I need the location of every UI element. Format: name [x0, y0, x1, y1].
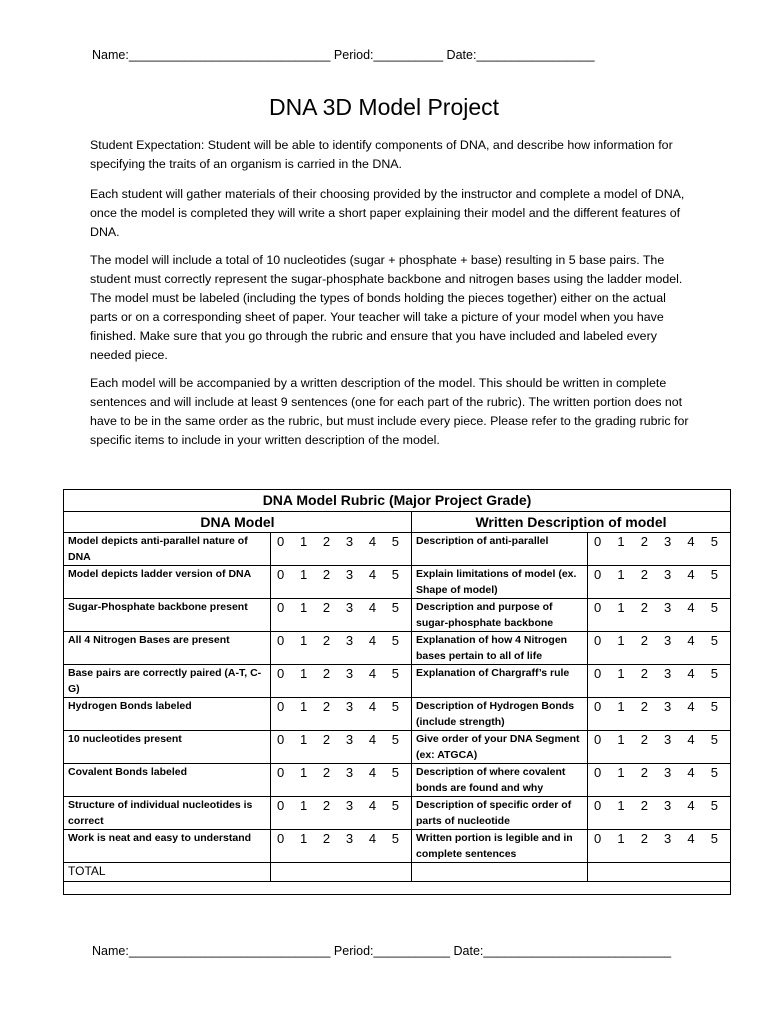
score-option[interactable]: 3: [664, 699, 672, 714]
score-option[interactable]: 5: [391, 666, 399, 681]
score-option[interactable]: 5: [391, 600, 399, 615]
model-criterion: Work is neat and easy to understand: [64, 830, 271, 863]
model-criterion: Model depicts anti-parallel nature of DNA: [64, 533, 271, 566]
model-criterion: Base pairs are correctly paired (A-T, C-G): [64, 665, 271, 698]
score-option[interactable]: 0: [277, 666, 285, 681]
score-option[interactable]: 0: [277, 567, 285, 582]
score-option[interactable]: 1: [299, 831, 308, 846]
score-option[interactable]: 3: [345, 633, 354, 648]
score-option[interactable]: 0: [277, 732, 285, 747]
score-option[interactable]: 2: [322, 600, 331, 615]
score-option[interactable]: 1: [617, 732, 625, 747]
score-option[interactable]: 2: [322, 666, 331, 681]
period-label: Period:: [333, 48, 374, 62]
score-option[interactable]: 4: [368, 600, 377, 615]
score-option[interactable]: 5: [391, 633, 399, 648]
footer-fields: [92, 944, 671, 958]
written-criterion: Written portion is legible and in complete sentences: [412, 830, 588, 863]
footer-name-blank[interactable]: _____________________________: [128, 944, 331, 958]
footer-period-blank[interactable]: ___________: [373, 944, 451, 958]
score-option[interactable]: 3: [345, 600, 354, 615]
written-criterion: Explanation of Chargraff’s rule: [412, 665, 588, 698]
date-label: Date:: [446, 48, 477, 62]
score-option[interactable]: 3: [664, 567, 672, 582]
header-fields: [92, 48, 595, 62]
score-option[interactable]: 3: [664, 600, 672, 615]
rubric-row: [64, 731, 731, 764]
rubric-row: [64, 797, 731, 830]
score-option[interactable]: 0: [594, 600, 602, 615]
score-option[interactable]: 5: [710, 699, 718, 714]
score-option[interactable]: 5: [710, 567, 718, 582]
score-option[interactable]: 1: [617, 798, 625, 813]
score-option[interactable]: 4: [368, 831, 377, 846]
score-option[interactable]: 3: [664, 534, 672, 549]
score-option[interactable]: 2: [640, 831, 648, 846]
score-option[interactable]: 1: [299, 534, 308, 549]
score-option[interactable]: 1: [299, 666, 308, 681]
score-option[interactable]: 2: [640, 534, 648, 549]
score-option[interactable]: 1: [299, 633, 308, 648]
score-option[interactable]: 2: [322, 633, 331, 648]
score-option[interactable]: 1: [299, 798, 308, 813]
score-option[interactable]: 4: [687, 567, 695, 582]
score-option[interactable]: 2: [322, 732, 331, 747]
score-option[interactable]: 4: [368, 699, 377, 714]
score-option[interactable]: 1: [617, 600, 625, 615]
score-option[interactable]: 1: [617, 699, 625, 714]
score-option[interactable]: 2: [322, 567, 331, 582]
model-score-cell: [271, 830, 412, 863]
model-criterion: Model depicts ladder version of DNA: [64, 566, 271, 599]
paragraph-written-description: Each model will be accompanied by a written description of the model. This should be written in complete sentences and will include at least 9 sentences (one for each part of the rubric). The written portion does not have to be in the same order as the rubric, but must include every piece. Please refer to the grading rubric for specific items to include in your written description of the model.: [90, 376, 689, 447]
score-option[interactable]: 0: [594, 798, 602, 813]
model-score-cell: [271, 533, 412, 566]
score-option[interactable]: 5: [710, 732, 718, 747]
score-option[interactable]: 5: [391, 732, 399, 747]
rubric-table: [63, 489, 731, 895]
score-option[interactable]: 0: [594, 732, 602, 747]
score-option[interactable]: 4: [687, 666, 695, 681]
model-score-cell: [271, 599, 412, 632]
score-option[interactable]: 2: [640, 600, 648, 615]
score-option[interactable]: 3: [664, 666, 672, 681]
score-option[interactable]: 0: [594, 699, 602, 714]
blank-row: [64, 882, 731, 895]
period-blank[interactable]: __________: [373, 48, 444, 62]
score-option[interactable]: 4: [687, 831, 695, 846]
model-score-cell: [271, 632, 412, 665]
score-option[interactable]: 1: [299, 699, 308, 714]
model-score-cell: [271, 698, 412, 731]
score-option[interactable]: 2: [322, 699, 331, 714]
written-criterion: Description of anti-parallel: [412, 533, 588, 566]
score-option[interactable]: 1: [617, 534, 625, 549]
rubric-row: [64, 632, 731, 665]
written-criterion: Give order of your DNA Segment (ex: ATGCA): [412, 731, 588, 764]
score-option[interactable]: 0: [277, 831, 285, 846]
score-option[interactable]: 1: [299, 765, 308, 780]
score-option[interactable]: 0: [277, 798, 285, 813]
score-option[interactable]: 3: [345, 534, 354, 549]
score-option[interactable]: 5: [710, 633, 718, 648]
score-option[interactable]: 0: [594, 633, 602, 648]
score-option[interactable]: 4: [368, 765, 377, 780]
score-option[interactable]: 2: [322, 765, 331, 780]
score-option[interactable]: 5: [710, 798, 718, 813]
rubric-title: DNA Model Rubric (Major Project Grade): [64, 490, 731, 512]
score-option[interactable]: 4: [368, 798, 377, 813]
rubric-row: [64, 533, 731, 566]
written-score-cell: [588, 797, 731, 830]
score-option[interactable]: 4: [687, 600, 695, 615]
name-label: Name:: [92, 48, 129, 62]
score-option[interactable]: 3: [664, 798, 672, 813]
written-score-cell: [588, 731, 731, 764]
score-option[interactable]: 4: [368, 633, 377, 648]
footer-period-label: Period:: [333, 944, 374, 958]
score-option[interactable]: 4: [687, 798, 695, 813]
score-option[interactable]: 1: [617, 765, 625, 780]
score-option[interactable]: 5: [710, 831, 718, 846]
score-option[interactable]: 3: [664, 633, 672, 648]
score-option[interactable]: 2: [322, 798, 331, 813]
score-option[interactable]: 2: [322, 831, 331, 846]
score-option[interactable]: 4: [368, 567, 377, 582]
written-criterion: Description of Hydrogen Bonds (include strength): [412, 698, 588, 731]
rubric-row: [64, 665, 731, 698]
score-option[interactable]: 2: [640, 699, 648, 714]
score-option[interactable]: 2: [640, 765, 648, 780]
score-option[interactable]: 3: [664, 765, 672, 780]
score-option[interactable]: 1: [617, 831, 625, 846]
total-right-score[interactable]: [588, 863, 731, 882]
score-option[interactable]: 3: [345, 732, 354, 747]
model-criterion: Structure of individual nucleotides is correct: [64, 797, 271, 830]
rubric-row: [64, 698, 731, 731]
score-option[interactable]: 4: [687, 534, 695, 549]
score-option[interactable]: 5: [391, 765, 399, 780]
score-option[interactable]: 0: [594, 567, 602, 582]
score-option[interactable]: 0: [277, 633, 285, 648]
score-option[interactable]: 5: [710, 765, 718, 780]
written-score-cell: [588, 764, 731, 797]
score-option[interactable]: 4: [368, 732, 377, 747]
page-title: DNA 3D Model Project: [268, 94, 500, 120]
footer-name-label: Name:: [92, 944, 129, 958]
left-column-header: DNA Model: [64, 512, 412, 533]
written-score-cell: [588, 698, 731, 731]
score-option[interactable]: 2: [640, 567, 648, 582]
score-option[interactable]: 0: [594, 831, 602, 846]
score-option[interactable]: 4: [687, 765, 695, 780]
paragraph-materials: Each student will gather materials of their choosing provided by the instructor and complete a model of DNA, once the model is completed they will write a short paper explaining their model and the different features of DNA.: [90, 187, 685, 239]
score-option[interactable]: 1: [617, 633, 625, 648]
model-criterion: Sugar-Phosphate backbone present: [64, 599, 271, 632]
model-criterion: All 4 Nitrogen Bases are present: [64, 632, 271, 665]
score-option[interactable]: 3: [345, 567, 354, 582]
score-option[interactable]: 0: [594, 534, 602, 549]
score-option[interactable]: 2: [640, 732, 648, 747]
written-score-cell: [588, 599, 731, 632]
total-label: TOTAL: [64, 863, 271, 882]
written-criterion: Description and purpose of sugar-phosphate backbone: [412, 599, 588, 632]
score-option[interactable]: 2: [640, 666, 648, 681]
model-score-cell: [271, 731, 412, 764]
score-option[interactable]: 3: [664, 831, 672, 846]
rubric-row: [64, 830, 731, 863]
score-option[interactable]: 5: [710, 666, 718, 681]
score-option[interactable]: 4: [368, 666, 377, 681]
model-score-cell: [271, 566, 412, 599]
total-right-label: [412, 863, 588, 882]
score-option[interactable]: 3: [345, 798, 354, 813]
total-left-score[interactable]: [271, 863, 412, 882]
model-score-cell: [271, 665, 412, 698]
score-option[interactable]: 1: [617, 666, 625, 681]
score-option[interactable]: 1: [299, 600, 308, 615]
written-score-cell: [588, 830, 731, 863]
written-score-cell: [588, 566, 731, 599]
footer-date-label: Date:: [453, 944, 484, 958]
written-criterion: Description of where covalent bonds are found and why: [412, 764, 588, 797]
rubric-row: [64, 764, 731, 797]
model-score-cell: [271, 764, 412, 797]
score-option[interactable]: 1: [299, 567, 308, 582]
rubric-row: [64, 599, 731, 632]
score-option[interactable]: 5: [710, 534, 718, 549]
model-criterion: 10 nucleotides present: [64, 731, 271, 764]
name-blank[interactable]: _____________________________: [128, 48, 331, 62]
written-score-cell: [588, 665, 731, 698]
score-option[interactable]: 4: [687, 732, 695, 747]
score-option[interactable]: 2: [640, 633, 648, 648]
written-criterion: Explain limitations of model (ex. Shape of model): [412, 566, 588, 599]
rubric-rows: [64, 533, 731, 863]
score-option[interactable]: 4: [687, 633, 695, 648]
score-option[interactable]: 4: [368, 534, 377, 549]
score-option[interactable]: 0: [594, 765, 602, 780]
score-option[interactable]: 5: [391, 567, 399, 582]
score-option[interactable]: 1: [617, 567, 625, 582]
score-option[interactable]: 5: [710, 600, 718, 615]
score-option[interactable]: 3: [664, 732, 672, 747]
score-option[interactable]: 3: [345, 699, 354, 714]
score-option[interactable]: 1: [299, 732, 308, 747]
paragraph-expectation: Student Expectation: Student will be able to identify components of DNA, and describe how information for specifying the traits of an organism is carried in the DNA.: [90, 138, 673, 171]
score-option[interactable]: 3: [345, 765, 354, 780]
written-criterion: Description of specific order of parts of nucleotide: [412, 797, 588, 830]
paragraph-model-requirements: The model will include a total of 10 nucleotides (sugar + phosphate + base) resulting in 5 base pairs. The student must correctly represent the sugar-phosphate backbone and nitrogen bases using the ladder model. The model must be labeled (including the types of bonds holding the pieces together) either on the actual parts or on a corresponding sheet of paper. Your teacher will take a picture of your model when you have finished. Make sure that you go through the rubric and ensure that you have included and labeled every needed piece.: [90, 253, 683, 362]
right-column-header: Written Description of model: [412, 512, 731, 533]
written-criterion: Explanation of how 4 Nitrogen bases pertain to all of life: [412, 632, 588, 665]
written-score-cell: [588, 632, 731, 665]
score-option[interactable]: 5: [391, 534, 399, 549]
score-option[interactable]: 4: [687, 699, 695, 714]
score-option[interactable]: 0: [594, 666, 602, 681]
model-criterion: Hydrogen Bonds labeled: [64, 698, 271, 731]
score-option[interactable]: 5: [391, 699, 399, 714]
model-criterion: Covalent Bonds labeled: [64, 764, 271, 797]
date-blank[interactable]: _________________: [476, 48, 595, 62]
score-option[interactable]: 3: [345, 666, 354, 681]
score-option[interactable]: 5: [391, 831, 399, 846]
score-option[interactable]: 3: [345, 831, 354, 846]
written-score-cell: [588, 533, 731, 566]
footer-date-blank[interactable]: ___________________________: [483, 944, 672, 958]
score-option[interactable]: 0: [277, 534, 285, 549]
score-option[interactable]: 0: [277, 600, 285, 615]
rubric-row: [64, 566, 731, 599]
score-option[interactable]: 2: [322, 534, 331, 549]
score-option[interactable]: 0: [277, 765, 285, 780]
model-score-cell: [271, 797, 412, 830]
score-option[interactable]: 5: [391, 798, 399, 813]
score-option[interactable]: 0: [277, 699, 285, 714]
score-option[interactable]: 2: [640, 798, 648, 813]
